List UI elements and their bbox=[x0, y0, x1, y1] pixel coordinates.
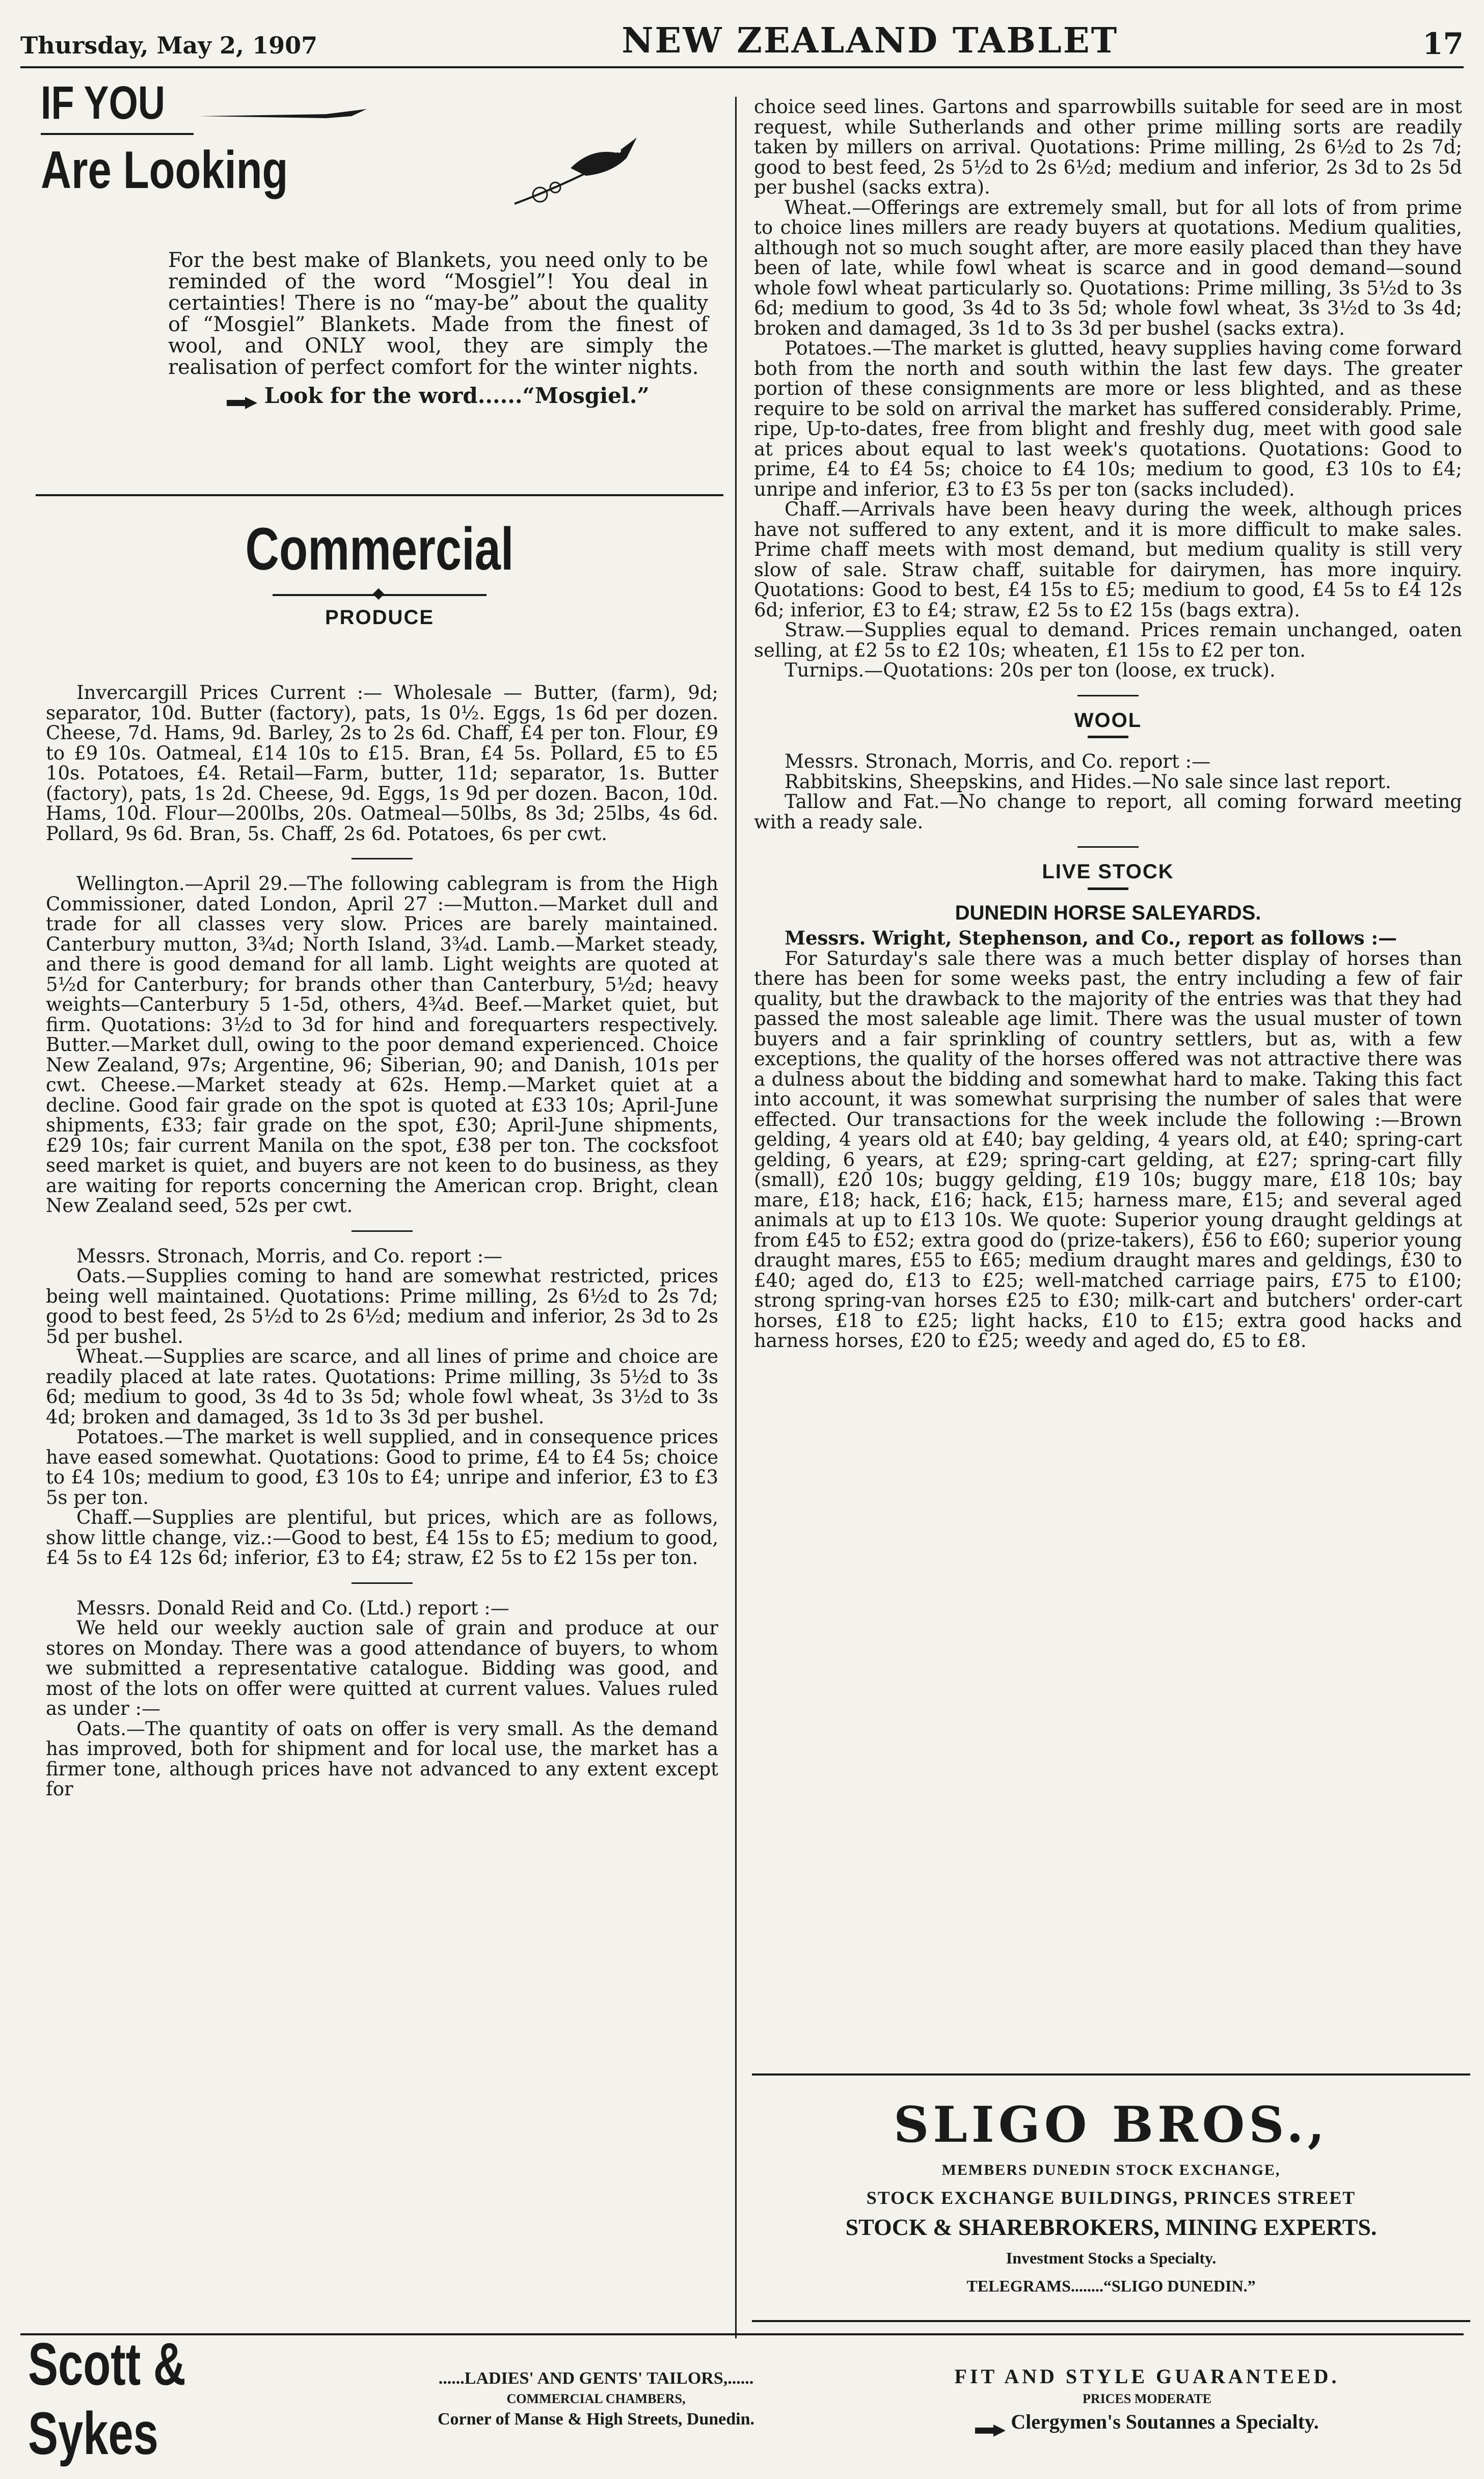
masthead-date: Thursday, May 2, 1907 bbox=[20, 32, 318, 59]
stronach-oats: Oats.—Supplies coming to hand are somewhat restricted, prices being well maintained. Quotations: Prime milling, 2s 6½d to 2s 7d; good to best feed, 2s 5½d to 2s 6½d; medium and inferior, 2s 3d to 2s 5d per bushel. bbox=[46, 1265, 718, 1348]
reid-wheat: Wheat.—Offerings are extremely small, but for all lots of from prime to choice lines millers are ready buyers at quotations. Medium qualities, although not so much sought after, are more easily placed than they have been of late, while fowl wheat is scarce and in good demand—sound whole fowl wheat particularly so. Quotations: Prime milling, 3s 5½d to 3s 6d; medium to good, 3s 4d to 3s 5d; whole fowl wheat, 3s 3½d to 3s 4d; broken and damaged, 3s 1d to 3s 3d per bushel (sacks extra). bbox=[754, 196, 1462, 339]
sligo-line2: STOCK EXCHANGE BUILDINGS, PRINCES STREET bbox=[866, 2188, 1356, 2208]
sligo-bros-advert bbox=[752, 2073, 1470, 2322]
scott-sykes-guarantee: FIT AND STYLE GUARANTEED. bbox=[954, 2365, 1340, 2388]
wool-rabbitskins: Rabbitskins, Sheepskins, and Hides.—No sale since last report. bbox=[785, 770, 1391, 793]
sligo-line3: STOCK & SHAREBROKERS, MINING EXPERTS. bbox=[845, 2214, 1377, 2240]
reid-potatoes: Potatoes.—The market is glutted, heavy supplies having come forward both from the north and south within the last few days. The greater portion of these consignments are more or less blighted, and as these require to be sold on arrival the market has suffered considerably. Prime, ripe, Up-to-dates, free from blight and freshly dug, meet with good sale at prices about equal to last week's quotations. Quotations: Good to prime, £4 to £4 5s; choice to £4 10s; medium to good, £3 10s to £4; unripe and inferior, £3 to £3 5s per ton (sacks included). bbox=[754, 337, 1462, 500]
mosgiel-ad-body bbox=[168, 250, 708, 407]
produce-heading: PRODUCE bbox=[325, 606, 435, 629]
reid-intro: We held our weekly auction sale of grain and produce at our stores on Monday. There was a good attendance of buyers, to whom we submitted a representative catalogue. Bidding was good, and most of the lots on offer were quitted at current values. Values ruled as under :— bbox=[46, 1617, 718, 1719]
saleyards-heading: DUNEDIN HORSE SALEYARDS. bbox=[955, 901, 1261, 924]
ad-headline-line2: Are Looking bbox=[41, 141, 288, 200]
scott-sykes-chambers: COMMERCIAL CHAMBERS, bbox=[506, 2391, 686, 2406]
masthead-title: NEW ZEALAND TABLET bbox=[622, 20, 1119, 61]
pointing-hand-icon bbox=[975, 2418, 1006, 2430]
masthead bbox=[20, 10, 1464, 68]
scott-sykes-clergy-row bbox=[830, 2410, 1464, 2434]
ad-headline-line1: IF YOU bbox=[41, 77, 166, 129]
stronach-report-head: Messrs. Stronach, Morris, and Co. report :— bbox=[76, 1245, 503, 1267]
diamond-ornament-icon bbox=[373, 588, 385, 600]
wool-heading: WOOL bbox=[1074, 709, 1142, 732]
reid-oats-continued: choice seed lines. Gartons and sparrowbills suitable for seed are in most request, while Sutherlands and other prime milling sorts are readily taken by millers on arrival. Quotations: Prime milling, 2s 6½d to 2s 7d; good to best feed, 2s 5½d to 2s 6½d; medium and inferior, 2s 3d to 2s 5d per bushel (sacks extra). bbox=[754, 96, 1462, 198]
short-rule bbox=[352, 1582, 413, 1584]
livestock-heading: LIVE STOCK bbox=[1042, 860, 1174, 883]
sligo-line5: TELEGRAMS........“SLIGO DUNEDIN.” bbox=[966, 2277, 1256, 2295]
scott-sykes-advert bbox=[20, 2331, 1464, 2467]
right-column-text bbox=[754, 97, 1462, 1351]
invercargill-prices: Invercargill Prices Current :— Wholesale — Butter, (farm), 9d; separator, 10d. Butter (factory), pats, 1s 0½. Eggs, 1s 6d per dozen. Cheese, 7d. Hams, 9d. Barley, 2s to 2s 6d. Chaff, £4 per ton. Flour, £9 to £9 10s. Oatmeal, £14 10s to £15. Bran, £4 5s. Pollard, £5 to £5 10s. Potatoes, £4. Retail—Farm, butter, 11d; separator, 1s. Butter (factory), pats, 1s 2d. Cheese, 9d. Eggs, 1s 9d per dozen. Bacon, 10d. Hams, 10d. Flour—200lbs, 20s. Oatmeal—50lbs, 8s 3d; 25lbs, 4s 6d. Pollard, 9s 6d. Bran, 5s. Chaff, 2s 6d. Potatoes, 6s per cwt. bbox=[46, 682, 718, 845]
pen-nib-icon bbox=[199, 107, 372, 117]
livestock-report-head: Messrs. Wright, Stephenson, and Co., report as follows :— bbox=[785, 927, 1397, 949]
scott-sykes-tailors: ......LADIES' AND GENTS' TAILORS,...... bbox=[438, 2369, 754, 2388]
wool-heading-rule bbox=[1088, 736, 1128, 738]
ad-headline-rule bbox=[41, 133, 194, 135]
commercial-section bbox=[36, 515, 723, 629]
bird-on-branch-icon bbox=[509, 127, 642, 214]
ornament-rule bbox=[273, 594, 487, 596]
livestock-heading-rule bbox=[1088, 887, 1128, 890]
stronach-chaff: Chaff.—Supplies are plentiful, but prices, which are as follows, show little change, viz.:—Good to best, £4 15s to £5; medium to good, £4 5s to £4 12s 6d; inferior, £3 to £4; straw, £2 5s to £2 15s per ton. bbox=[46, 1506, 718, 1569]
stronach-potatoes: Potatoes.—The market is well supplied, and in consequence prices have eased somewhat. Quotations: Good to prime, £4 to £4 5s; choice to £4 10s; medium to good, £3 10s to £4; unripe and inferior, £3 to £3 5s per ton. bbox=[46, 1426, 718, 1508]
mosgiel-tagline-row bbox=[168, 385, 708, 407]
commercial-title: Commercial bbox=[245, 516, 514, 583]
reid-report-head: Messrs. Donald Reid and Co. (Ltd.) report :— bbox=[76, 1597, 509, 1619]
livestock-report-body: For Saturday's sale there was a much better display of horses than there has been for some weeks past, the entry including a few of fair quality, but the drawback to the majority of the entries was that they had passed the most saleable age limit. There was the usual muster of town buyers and a fair sprinkling of country settlers, but as, with a few exceptions, the quality of the horses offered was not attractive there was a dulness about the bidding and somewhat hard to make. Taking this fact into account, it was somewhat surprising the number of sales that were effected. Our transactions for the week include the following :—Brown gelding, 4 years old at £40; bay gelding, 4 years old, at £40; spring-cart gelding, 6 years, at £29; spring-cart gelding, at £27; spring-cart filly (small), £20 10s; buggy gelding, £19 10s; buggy mare, £18 10s; bay mare, £18; hack, £16; hack, £15; harness mare, £15; and several aged animals at up to £13 10s. We quote: Superior young draught geldings at from £45 to £52; extra good do (prize-takers), £56 to £60; superior young draught mares, £55 to £65; medium draught mares and geldings, £30 to £40; aged do, £13 to £25; well-matched carriage pairs, £75 to £100; strong spring-van horses £25 to £30; milk-cart and butchers' order-cart horses, £18 to £25; light hacks, £10 to £15; extra good hacks and harness horses, £20 to £25; weedy and aged do, £5 to £8. bbox=[754, 947, 1462, 1352]
short-rule bbox=[1077, 695, 1139, 696]
wool-tallow: Tallow and Fat.—No change to report, all coming forward meeting with a ready sale. bbox=[754, 791, 1462, 833]
reid-turnips: Turnips.—Quotations: 20s per ton (loose, ex truck). bbox=[785, 659, 1276, 681]
short-rule bbox=[352, 1230, 413, 1232]
column-divider bbox=[735, 97, 737, 2338]
stronach-wheat: Wheat.—Supplies are scarce, and all lines of prime and choice are readily placed at late rates. Quotations: Prime milling, 3s 5½d to 3s 6d; medium to good, 3s 4d to 3s 5d; whole fowl wheat, 3s 3½d to 3s 4d; broken and damaged, 3s 1d to 3s 3d per bushel. bbox=[46, 1345, 718, 1428]
reid-oats: Oats.—The quantity of oats on offer is very small. As the demand has improved, both for shipment and for local use, the market has a firmer tone, although prices have not advanced to any extent except for bbox=[46, 1717, 718, 1800]
scott-sykes-middle bbox=[362, 2369, 830, 2429]
sligo-line1: MEMBERS DUNEDIN STOCK EXCHANGE, bbox=[941, 2162, 1281, 2178]
short-rule bbox=[1077, 846, 1139, 848]
short-rule bbox=[352, 858, 413, 859]
scott-sykes-prices: PRICES MODERATE bbox=[1082, 2391, 1212, 2406]
page-number: 17 bbox=[1422, 26, 1464, 61]
sligo-name: SLIGO BROS., bbox=[893, 2096, 1329, 2153]
scott-sykes-right bbox=[830, 2364, 1464, 2434]
wool-report-head: Messrs. Stronach, Morris, and Co. report :— bbox=[785, 750, 1211, 772]
wellington-cable: Wellington.—April 29.—The following cablegram is from the High Commissioner, dated London, April 27 :—Mutton.—Market dull and trade for all classes very slow. Prices are barely maintained. Canterbury mutton, 3¾d; North Island, 3¾d. Lamb.—Market steady, and there is good demand for all lamb. Light weights are quoted at 5½d for Canterbury; for brands other than Canterbury, 5½d; heavy weights—Canterbury 5 1-5d, others, 4¾d. Beef.—Market quiet, but firm. Quotations: 3½d to 3d for hind and forequarters respectively. Butter.—Market dull, owing to the poor demand experienced. Choice New Zealand, 97s; Argentine, 96; Siberian, 90; and Danish, 101s per cwt. Cheese.—Market steady at 62s. Hemp.—Market quiet at a decline. Good fair grade on the spot is quoted at £33 10s; April-June shipments, £33; fair grade on the spot, £30; April-June shipments, £29 10s; fair current Manila on the spot, £38 per ton. The cocksfoot seed market is quiet, and buyers are not keen to do business, as they are waiting for reports concerning the American crop. Bright, clean New Zealand seed, 52s per cwt. bbox=[46, 873, 718, 1217]
pointing-hand-icon bbox=[227, 391, 257, 403]
reid-chaff: Chaff.—Arrivals have been heavy during the week, although prices have not suffered to any extent, and it is more difficult to make sales. Prime chaff meets with most demand, but medium quality is still very slow of sale. Straw chaff, suitable for dairymen, has more inquiry. Quotations: Good to best, £4 15s to £5; medium to good, £4 5s to £4 12s 6d; inferior, £3 to £4; straw, £2 5s to £2 15s (bags extra). bbox=[754, 498, 1462, 621]
mosgiel-ad-text: For the best make of Blankets, you need only to be reminded of the word “Mosgiel”! You deal in certainties! There is no “may-be” about the quality of “Mosgiel” Blankets. Made from the finest of wool, and ONLY wool, they are simply the realisation of perfect comfort for the winter nights. bbox=[168, 249, 708, 379]
scott-sykes-name: Scott & Sykes bbox=[28, 2331, 186, 2467]
scott-sykes-clergy: Clergymen's Soutannes a Specialty. bbox=[1011, 2410, 1319, 2433]
mosgiel-tagline: Look for the word......“Mosgiel.” bbox=[264, 383, 650, 408]
ad-bottom-rule bbox=[36, 494, 723, 496]
left-column-text bbox=[46, 683, 718, 1799]
sligo-line4: Investment Stocks a Specialty. bbox=[1006, 2249, 1217, 2267]
reid-straw: Straw.—Supplies equal to demand. Prices remain unchanged, oaten selling, at £2 5s to £2 10s; wheaten, £1 15s to £2 per ton. bbox=[754, 619, 1462, 661]
scott-sykes-corner: Corner of Manse & High Streets, Dunedin. bbox=[437, 2410, 755, 2429]
